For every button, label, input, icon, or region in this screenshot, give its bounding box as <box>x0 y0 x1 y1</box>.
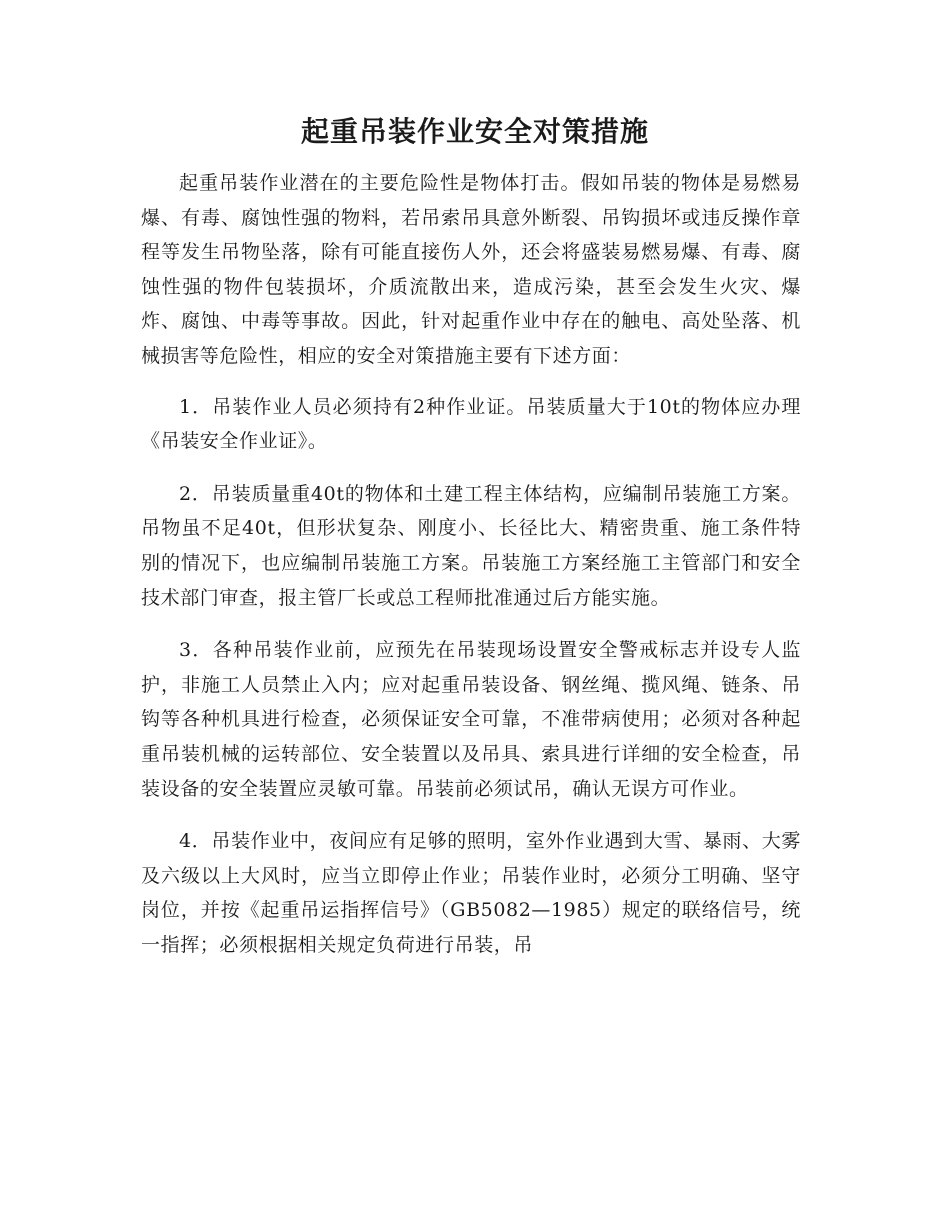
document-title: 起重吊装作业安全对策措施 <box>300 115 649 148</box>
document-body <box>141 166 801 980</box>
measure-paragraph-4: 4．吊装作业中，夜间应有足够的照明，室外作业遇到大雪、暴雨、大雾及六级以上大风时，应当立即停止作业；吊装作业时，必须分工明确、坚守岗位，并按《起重吊运指挥信号》（GB5082—1985）规定的联络信号，统一指挥；必须根据相关规定负荷进行吊装，吊 <box>141 830 801 956</box>
measure-paragraph-1: 1．吊装作业人员必须持有2种作业证。吊装质量大于10t的物体应办理《吊装安全作业证》。 <box>141 395 801 453</box>
intro-paragraph: 起重吊装作业潜在的主要危险性是物体打击。假如吊装的物体是易燃易爆、有毒、腐蚀性强的物料，若吊索吊具意外断裂、吊钩损坏或违反操作章程等发生吊物坠落，除有可能直接伤人外，还会将盛装易燃易爆、有毒、腐蚀性强的物件包装损坏，介质流散出来，造成污染，甚至会发生火灾、爆炸、腐蚀、中毒等事故。因此，针对起重作业中存在的触电、高处坠落、机械损害等危险性，相应的安全对策措施主要有下述方面： <box>141 172 801 367</box>
measure-paragraph-2: 2．吊装质量重40t的物体和土建工程主体结构，应编制吊装施工方案。吊物虽不足40t，但形状复杂、刚度小、长径比大、精密贵重、施工条件特别的情况下，也应编制吊装施工方案。吊装施工方案经施工主管部门和安全技术部门审查，报主管厂长或总工程师批准通过后方能实施。 <box>141 482 801 609</box>
measure-paragraph-3: 3．各种吊装作业前，应预先在吊装现场设置安全警戒标志并设专人监护，非施工人员禁止入内；应对起重吊装设备、钢丝绳、揽风绳、链条、吊钩等各种机具进行检查，必须保证安全可靠，不准带病使用；必须对各种起重吊装机械的运转部位、安全装置以及吊具、索具进行详细的安全检查，吊装设备的安全装置应灵敏可靠。吊装前必须试吊，确认无误方可作业。 <box>141 639 801 800</box>
